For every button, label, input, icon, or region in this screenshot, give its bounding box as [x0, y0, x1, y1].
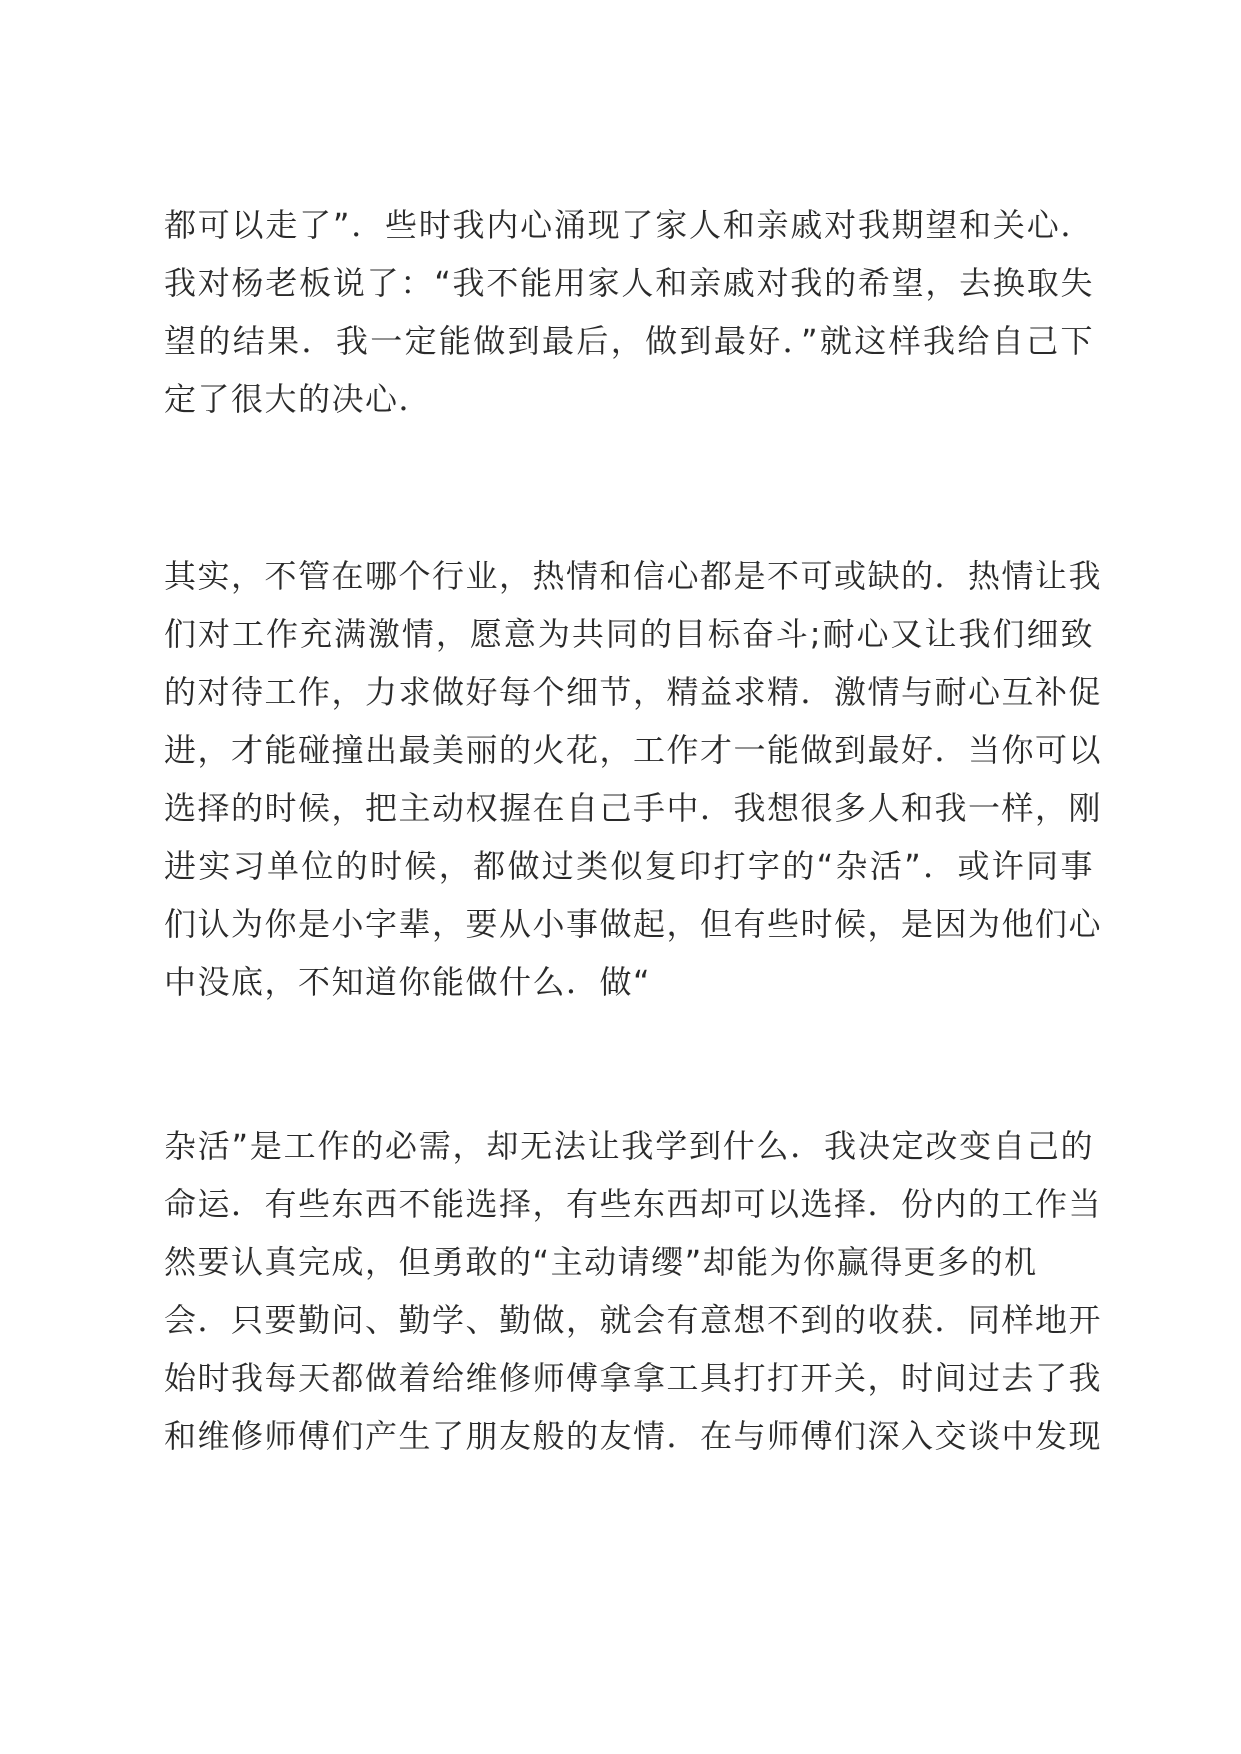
text-line: 和维修师傅们产生了朋友般的友情．在与师傅们深入交谈中发现 — [164, 1417, 1103, 1455]
text-line: 其实，不管在哪个行业，热情和信心都是不可或缺的．热情让我 — [164, 557, 1103, 595]
text-line: 定了很大的决心． — [164, 380, 433, 418]
paragraph-1 — [164, 196, 1094, 428]
text-line: 始时我每天都做着给维修师傅拿拿工具打打开关，时间过去了我 — [164, 1359, 1103, 1397]
text-line: 命运．有些东西不能选择，有些东西却可以选择．份内的工作当 — [164, 1185, 1103, 1223]
paragraph-3 — [164, 1117, 1103, 1465]
text-line: 们认为你是小字辈，要从小事做起，但有些时候，是因为他们心 — [164, 905, 1103, 943]
text-line: 进实习单位的时候，都做过类似复印打字的“杂活”．或许同事 — [164, 847, 1094, 885]
paragraph-2 — [164, 547, 1103, 1011]
text-line: 中没底，不知道你能做什么．做“ — [164, 963, 652, 1001]
text-line: 都可以走了”．些时我内心涌现了家人和亲戚对我期望和关心． — [164, 206, 1094, 244]
text-line: 望的结果．我一定能做到最后，做到最好．”就这样我给自己下 — [164, 322, 1094, 360]
text-line: 的对待工作，力求做好每个细节，精益求精．激情与耐心互补促 — [164, 673, 1103, 711]
text-line: 们对工作充满激情，愿意为共同的目标奋斗;耐心又让我们细致 — [164, 615, 1094, 653]
text-line: 杂活”是工作的必需，却无法让我学到什么．我决定改变自己的 — [164, 1127, 1094, 1165]
text-line: 选择的时候，把主动权握在自己手中．我想很多人和我一样，刚 — [164, 789, 1103, 827]
text-line: 会．只要勤问、勤学、勤做，就会有意想不到的收获．同样地开 — [164, 1301, 1103, 1339]
text-line: 然要认真完成，但勇敢的“主动请缨”却能为你赢得更多的机 — [164, 1243, 1038, 1281]
text-line: 进，才能碰撞出最美丽的火花，工作才一能做到最好．当你可以 — [164, 731, 1103, 769]
text-line: 我对杨老板说了：“我不能用家人和亲戚对我的希望，去换取失 — [164, 264, 1094, 302]
